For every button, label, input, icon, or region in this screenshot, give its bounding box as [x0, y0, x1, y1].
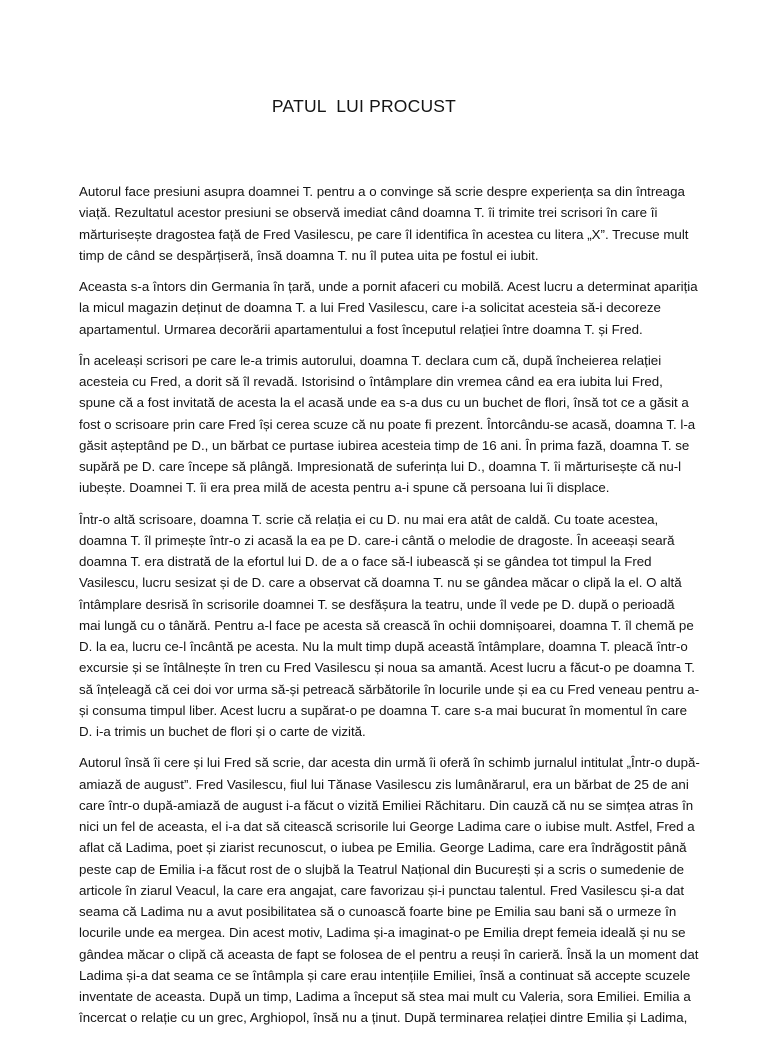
text-line: Într-o altă scrisoare, doamna T. scrie că relația ei cu D. nu mai era atât de caldă. Cu toate acestea,: [79, 511, 659, 527]
text-line: spune că a fost invitată de acesta la el acasă unde ea s-a dus cu un buchet de flori, însă tot ce a găsit a: [79, 395, 689, 411]
text-line: articole în ziarul Veacul, la care era angajat, care favorizau și-i punctau talentul. Fred Vasilescu și-a dat: [79, 882, 685, 898]
text-line: peste cap de Emilia i-a făcut rost de o slujbă la Teatrul Național din București și a scris o sumedenie de: [79, 861, 685, 877]
text-line: Ladima și-a dat seama ce se întâmpla și care erau intențiile Emiliei, însă a continuat să accepte scuzele: [79, 967, 691, 983]
text-line: locurile unde ea mergea. Din acest motiv, Ladima și-a imaginat-o pe Emilia drept femeia ideală și nu se: [79, 925, 686, 941]
text-line: doamna T. era distrată de la efortul lui D. de a o face să-l iubească și se gândea tot timpul la Fred: [79, 554, 652, 569]
text-line: viață. Rezultatul acestor presiuni se observă imediat când doamna T. îi trimite trei scrisori în care îi: [79, 205, 658, 221]
text-line: Autorul face presiuni asupra doamnei T. pentru a o convinge să scrie despre experiența sa din întreaga: [79, 184, 685, 199]
paragraph: [79, 509, 704, 743]
text-line: excursie și se întâlnește în tren cu Fred Vasilescu și noua sa amantă. Acest lucru a făcut-o pe doamna T.: [79, 660, 695, 676]
text-line: Aceasta s-a întors din Germania în țară, unde a pornit afaceri cu mobilă. Acest lucru a determinat apariția: [79, 279, 698, 294]
text-line: aflat că Ladima, poet și ziarist recunoscut, o iubea pe Emilia. George Ladima, care era îndrăgostit până: [79, 840, 687, 856]
paragraph: [79, 181, 704, 266]
text-line: timp de când se despărțiseră, însă doamna T. nu îl putea uita pe fostul ei iubit.: [79, 247, 539, 263]
paragraph: [79, 752, 704, 1028]
paragraph: [79, 350, 704, 499]
text-line: întâmplare desrisă în scrisorile doamnei T. se desfășura la teatru, unde îl vede pe D. după o perioadă: [79, 596, 675, 612]
paragraph: [79, 276, 704, 340]
text-line: inventate de aceasta. După un timp, Ladima a început să stea mai mult cu Valeria, sora Emiliei. Emilia a: [79, 989, 691, 1004]
text-line: D. la ea, lucru ce-l încântă pe acesta. Nu la mult timp după această întâmplare, doamna T. pleacă într-o: [79, 639, 688, 654]
text-line: la micul magazin deținut de doamna T. a lui Fred Vasilescu, care i-a solicitat acesteia să-i decoreze: [79, 300, 661, 316]
text-line: nici un fel de aceasta, el i-a dat să citească scrisorile lui George Ladima care o iubise mult. Astfel, Fred a: [79, 819, 695, 834]
text-line: gândea măcar o clipă că aceasta de fapt se folosea de el pentru a reuși în carieră. Însă la un moment dat: [79, 946, 699, 962]
text-line: apartamentul. Urmarea decorării apartamentului a fost începutul relației între doamna T. și Fred.: [79, 321, 643, 337]
text-line: acesteia cu Fred, a dorit să îl revadă. Istorisind o întâmplare din vremea când ea era iubita lui Fred,: [79, 374, 663, 389]
text-line: iubește. Doamnei T. îi era prea milă de acesta pentru a-i spune că persoana lui îi displace.: [79, 480, 610, 496]
text-line: doamna T. îl primește într-o zi acasă la ea pe D. care-i cântă o melodie de dragoste. În aceeași seară: [79, 532, 675, 548]
document-body: [79, 181, 704, 1039]
text-line: D. i-a trimis un buchet de flori și o carte de vizită.: [79, 724, 366, 739]
document-title: PATUL LUI PROCUST: [271, 96, 457, 116]
text-line: găsit așteptând pe D., un bărbat ce purtase iubirea acesteia timp de 16 ani. În prima fază, doamna T. se: [79, 437, 690, 453]
text-line: și consuma timpul liber. Acest lucru a supărat-o pe doamna T. care s-a mai bucurat în momentul în care: [79, 702, 688, 718]
text-line: Vasilescu, lucru sesizat și de D. care a observat că doamna T. nu se gândea măcar o clipă la el. O altă: [79, 575, 682, 591]
text-line: supără pe D. care începe să plângă. Impresionată de suferința lui D., doamna T. îi mărturisește că nu-l: [79, 459, 682, 474]
text-line: amiază de august”. Fred Vasilescu, fiul lui Tănase Vasilescu zis lumânărarul, era un bărbat de 25 de ani: [79, 776, 689, 792]
text-line: să înțeleagă că cei doi vor urma să-și petreacă sărbătorile în locurile unde și ea cu Fred veneau pentru a-: [79, 681, 700, 697]
text-line: care într-o după-amiază de august i-a făcut o vizită Emiliei Răchitaru. Din cauză că nu se simțea atras în: [79, 797, 694, 813]
text-line: Autorul însă îi cere și lui Fred să scrie, dar acesta din urmă îi oferă în schimb jurnalul intitulat „Într-o după-: [79, 755, 700, 771]
text-line: fost o scrisoare prin care Fred își cerea scuze că nu poate fi prezent. Întorcându-se acasă, doamna T. l-a: [79, 416, 696, 432]
text-line: mărturisește dragostea față de Fred Vasilescu, pe care îl identifica în acestea cu litera „X”. Trecuse mult: [79, 226, 689, 242]
text-line: încercat o relație cu un grec, Arghiopol, însă nu a ținut. După terminarea relației dintre Emilia și Ladima,: [79, 1010, 688, 1026]
text-line: seama că Ladima nu a avut posibilitatea să o cunoască foarte bine pe Emilia sau bani să o urmeze în: [79, 904, 677, 919]
text-line: În aceleași scrisori pe care le-a trimis autorului, doamna T. declara cum că, după încheierea relației: [79, 352, 662, 368]
text-line: mai lungă cu o tânără. Pentru a-l face pe acesta să crească în ochii domnișoarei, doamna T. îl chemă pe: [79, 617, 694, 633]
